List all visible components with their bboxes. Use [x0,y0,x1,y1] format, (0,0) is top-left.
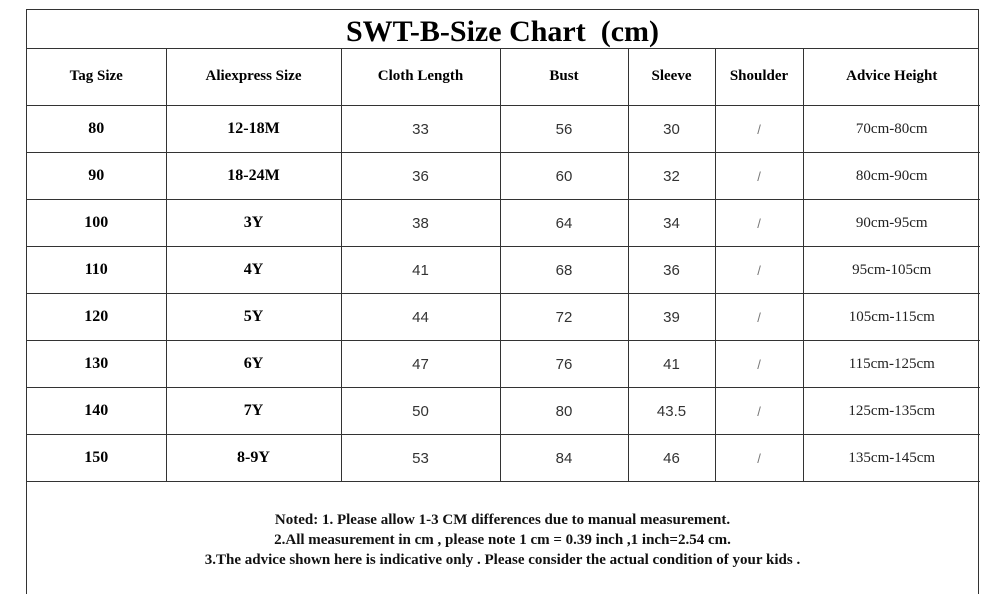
cell-cloth-length: 53 [341,435,500,482]
cell-advice-height: 135cm-145cm [803,435,980,482]
cell-bust: 84 [500,435,628,482]
cell-tag-size: 120 [27,294,166,341]
cell-bust: 76 [500,341,628,388]
cell-bust: 56 [500,106,628,153]
cell-tag-size: 100 [27,200,166,247]
cell-bust: 64 [500,200,628,247]
notes [27,510,978,570]
cell-shoulder: / [715,341,803,388]
size-table [27,48,980,482]
cell-tag-size: 140 [27,388,166,435]
note-line: Noted: 1. Please allow 1-3 CM differences due to manual measurement. [274,512,731,528]
cell-aliexpress-size: 18-24M [166,153,341,200]
cell-advice-height: 105cm-115cm [803,294,980,341]
cell-cloth-length: 36 [341,153,500,200]
header-bust: Bust [500,48,628,106]
cell-shoulder: / [715,153,803,200]
cell-cloth-length: 44 [341,294,500,341]
cell-sleeve: 43.5 [628,388,715,435]
cell-aliexpress-size: 8-9Y [166,435,341,482]
table-row [27,294,980,341]
note-line: 2.All measurement in cm , please note 1 cm = 0.39 inch ,1 inch=2.54 cm. [274,532,731,548]
cell-shoulder: / [715,435,803,482]
table-row [27,341,980,388]
cell-advice-height: 125cm-135cm [803,388,980,435]
table-row [27,247,980,294]
cell-sleeve: 39 [628,294,715,341]
cell-cloth-length: 47 [341,341,500,388]
cell-bust: 72 [500,294,628,341]
cell-aliexpress-size: 7Y [166,388,341,435]
cell-sleeve: 46 [628,435,715,482]
cell-advice-height: 115cm-125cm [803,341,980,388]
table-row [27,200,980,247]
cell-advice-height: 95cm-105cm [803,247,980,294]
header-row [27,48,980,106]
cell-cloth-length: 33 [341,106,500,153]
header-shoulder: Shoulder [715,48,803,106]
size-chart [26,9,979,594]
cell-sleeve: 34 [628,200,715,247]
cell-tag-size: 110 [27,247,166,294]
header-advice-height: Advice Height [803,48,980,106]
cell-bust: 80 [500,388,628,435]
header-sleeve: Sleeve [628,48,715,106]
cell-aliexpress-size: 3Y [166,200,341,247]
header-cloth-length: Cloth Length [341,48,500,106]
cell-tag-size: 150 [27,435,166,482]
cell-shoulder: / [715,106,803,153]
cell-tag-size: 90 [27,153,166,200]
cell-advice-height: 70cm-80cm [803,106,980,153]
cell-tag-size: 130 [27,341,166,388]
chart-title: SWT-B-Size Chart (cm) [27,10,978,49]
cell-tag-size: 80 [27,106,166,153]
cell-aliexpress-size: 6Y [166,341,341,388]
cell-shoulder: / [715,388,803,435]
cell-shoulder: / [715,247,803,294]
cell-shoulder: / [715,200,803,247]
table-row [27,106,980,153]
header-tag-size: Tag Size [27,48,166,106]
cell-sleeve: 41 [628,341,715,388]
header-aliexpress-size: Aliexpress Size [166,48,341,106]
cell-cloth-length: 41 [341,247,500,294]
table-row [27,435,980,482]
cell-shoulder: / [715,294,803,341]
cell-cloth-length: 38 [341,200,500,247]
cell-aliexpress-size: 5Y [166,294,341,341]
cell-advice-height: 90cm-95cm [803,200,980,247]
cell-aliexpress-size: 4Y [166,247,341,294]
cell-bust: 60 [500,153,628,200]
cell-sleeve: 30 [628,106,715,153]
cell-bust: 68 [500,247,628,294]
note-line: 3.The advice shown here is indicative only . Please consider the actual condition of your kids . [204,552,801,568]
table-row [27,388,980,435]
table-row [27,153,980,200]
cell-advice-height: 80cm-90cm [803,153,980,200]
cell-sleeve: 32 [628,153,715,200]
cell-aliexpress-size: 12-18M [166,106,341,153]
cell-cloth-length: 50 [341,388,500,435]
cell-sleeve: 36 [628,247,715,294]
